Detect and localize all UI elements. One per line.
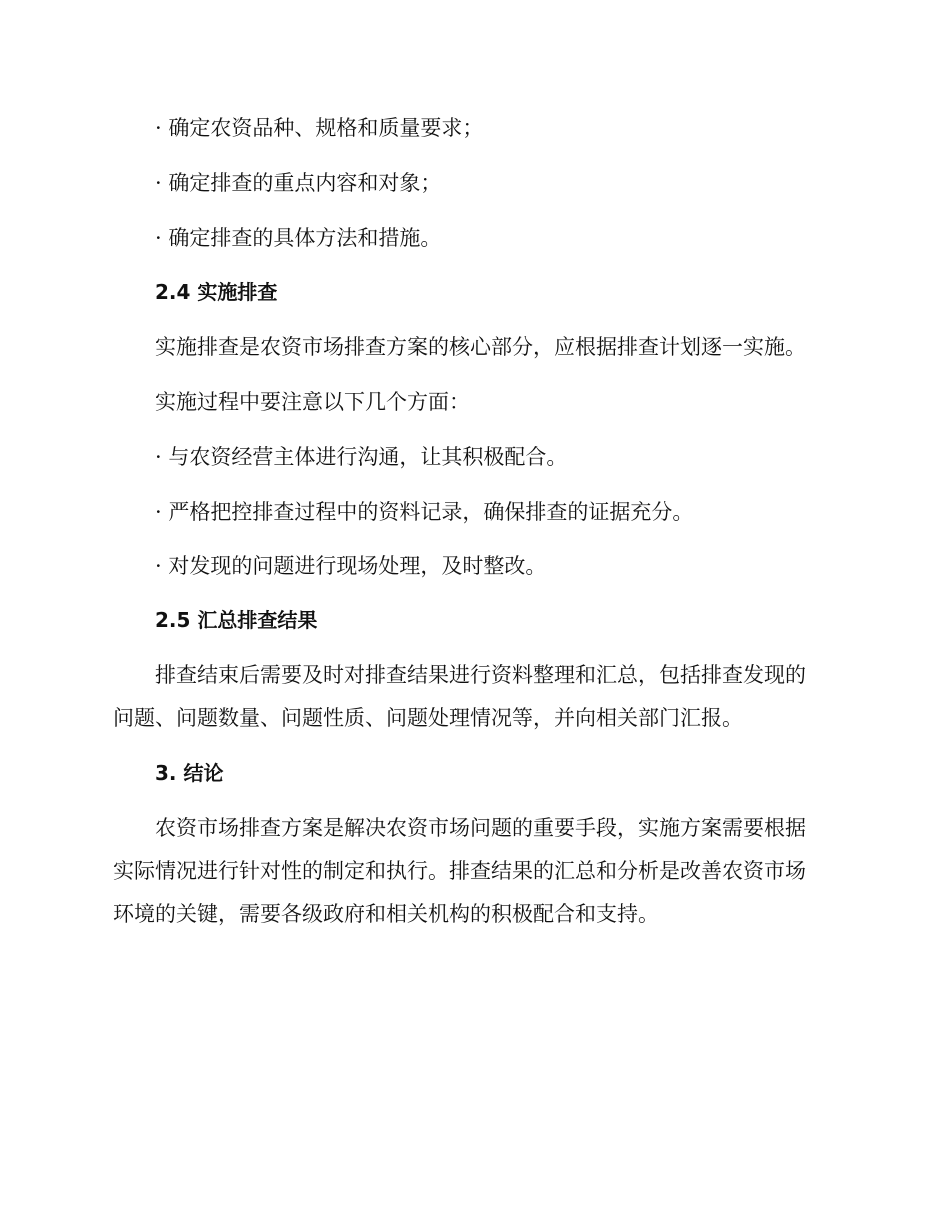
bullet-item: · 确定农资品种、规格和质量要求； [155, 116, 484, 140]
bullet-item: · 确定排查的具体方法和措施。 [155, 226, 442, 250]
section-heading-3: 3. 结论 [155, 761, 224, 785]
paragraph: 实施过程中要注意以下几个方面： [155, 390, 470, 414]
bullet-item: · 与农资经营主体进行沟通，让其积极配合。 [155, 445, 568, 469]
paragraph-line: 农资市场排查方案是解决农资市场问题的重要手段，实施方案需要根据 [155, 816, 806, 840]
bullet-item: · 严格把控排查过程中的资料记录，确保排查的证据充分。 [155, 500, 694, 524]
paragraph-line: 排查结束后需要及时对排查结果进行资料整理和汇总，包括排查发现的 [155, 663, 806, 687]
paragraph-line: 问题、问题数量、问题性质、问题处理情况等，并向相关部门汇报。 [113, 706, 743, 730]
paragraph-line: 实际情况进行针对性的制定和执行。排查结果的汇总和分析是改善农资市场 [113, 859, 806, 883]
section-heading-2-5: 2.5 汇总排查结果 [155, 608, 318, 632]
bullet-item: · 确定排查的重点内容和对象； [155, 171, 442, 195]
bullet-item: · 对发现的问题进行现场处理，及时整改。 [155, 554, 547, 578]
section-heading-2-4: 2.4 实施排查 [155, 280, 278, 304]
paragraph: 实施排查是农资市场排查方案的核心部分，应根据排查计划逐一实施。 [155, 335, 806, 359]
paragraph-line: 环境的关键，需要各级政府和相关机构的积极配合和支持。 [113, 902, 659, 926]
